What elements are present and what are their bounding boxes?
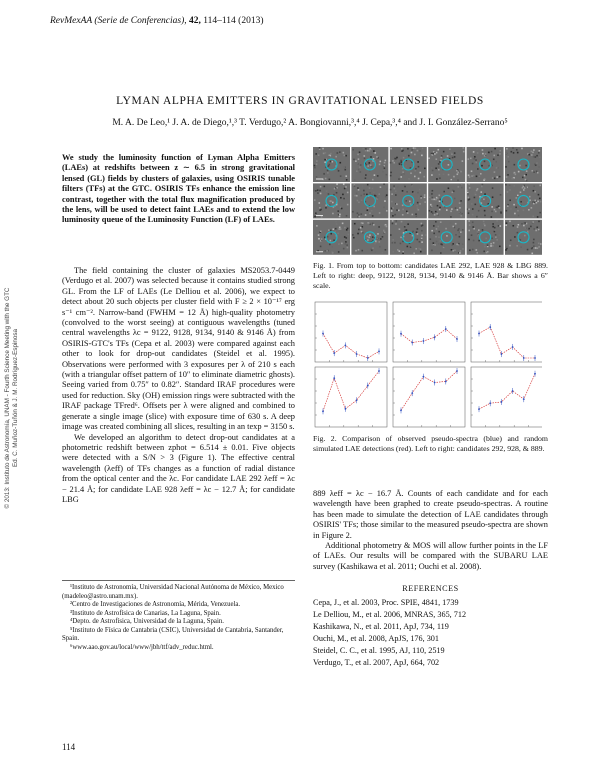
pseudo-spectrum-plot <box>315 367 387 427</box>
image-cutout <box>428 220 465 255</box>
observed-point <box>333 352 335 354</box>
observed-point <box>512 390 514 392</box>
image-cutout <box>428 147 465 182</box>
journal-header <box>50 16 264 26</box>
paragraph: Additional photometry & MOS will allow further points in the LF of LAEs. Our results will be compared with the SUBARU LAE survey (Kashikawa et al. 2011; Ouchi et al. 2008). <box>313 541 548 571</box>
paragraph: 889 λeff = λc − 16.7 Å. Counts of each candidate and for each wavelength have been graphed to create pseudo-spectras. A routine has been made to simulate the detection of LAE candidates through OSIRIS' TFs; those similar to the measured pseudo-spectra are shown in Figure 2. <box>313 489 548 540</box>
footnote: ⁴Depto. de Astrofísica, Universidad de la Laguna, Spain. <box>70 618 224 625</box>
page-number: 114 <box>62 742 76 752</box>
paragraph: We developed an algorithm to detect drop-out candidates at a photometric redshift between zphot = 6.514 ± 0.01. Five objects were detected with a S/N > 3 (Figure 1). The effective central wavelength (λeff) of TFs changes as a function of radial distance from the optical center and the λc. For candidate LAE 292 λeff = λc − 21.4 Å; for candidate LAE 928 λeff = λc − 12.7 Å; for candidate LBG <box>62 432 295 504</box>
references-list <box>313 597 553 670</box>
image-cutout <box>390 220 427 255</box>
pseudo-spectrum-plot <box>315 302 387 362</box>
observed-point <box>445 328 447 330</box>
image-cutout <box>467 183 504 218</box>
observed-point <box>434 336 436 338</box>
image-cutout <box>313 220 350 255</box>
author-list: M. A. De Leo,¹ J. A. de Diego,¹,³ T. Verdugo,² A. Bongiovanni,³,⁴ J. Cepa,³,⁴ and J. I. González-Serrano⁵ <box>112 118 508 128</box>
body-right-column <box>313 489 548 572</box>
footnote: ⁵Instituto de Física de Cantabria (CSIC), Universidad de Cantabria, Santander, Spain. <box>62 626 284 642</box>
observed-point <box>501 353 503 355</box>
footnote: ¹Instituto de Astronomía, Universidad Nacional Autónoma de México, Mexico (madeleo@astro.unam.mx). <box>62 584 284 600</box>
observed-point <box>423 340 425 342</box>
image-cutout <box>351 220 388 255</box>
image-cutout <box>313 183 350 218</box>
figure-2-caption: Fig. 2. Comparison of observed pseudo-spectra (blue) and random simulated LAE detections (red). Left to right: candidates 292, 928, & 889. <box>313 434 548 453</box>
observed-point <box>356 353 358 355</box>
observed-point <box>378 370 380 372</box>
observed-point <box>356 399 358 401</box>
observed-point <box>456 370 458 372</box>
copyright-side-text <box>4 238 20 558</box>
reference-item: Le Delliou, M., et al. 2006, MNRAS, 365, 712 <box>313 610 467 620</box>
reference-item: Steidel, C. C., et al. 1995, AJ, 110, 2519 <box>313 646 445 656</box>
image-cutout <box>351 147 388 182</box>
pseudo-spectrum-plot <box>393 367 465 427</box>
image-cutout <box>467 220 504 255</box>
observed-point <box>434 382 436 384</box>
image-cutout <box>467 147 504 182</box>
reference-item: Ouchi, M., et al. 2008, ApJS, 176, 301 <box>313 634 439 644</box>
observed-point <box>478 408 480 410</box>
footnote: ⁶www.aao.gov.au/local/www/jbh/ttf/adv_reduc.html. <box>70 643 214 651</box>
observed-point <box>478 333 480 335</box>
plot-frame <box>393 302 465 362</box>
journal-name: RevMexAA (Serie de Conferencias), <box>50 16 187 26</box>
observed-point <box>322 333 324 335</box>
figure-1-caption: Fig. 1. From top to bottom: candidates LAE 292, LAE 928 & LBG 889. Left to right: deep, 9122, 9128, 9134, 9140 & 9146 Å. Bar shows a 6″ scale. <box>313 261 548 290</box>
observed-point <box>322 410 324 412</box>
observed-point <box>400 333 402 335</box>
footnotes <box>62 580 295 652</box>
image-cutout <box>505 183 542 218</box>
observed-point <box>411 392 413 394</box>
reference-item: Cepa, J., et al. 2003, Proc. SPIE, 4841, 1739 <box>313 598 459 607</box>
paper-title: LYMAN ALPHA EMITTERS IN GRAVITATIONAL LENSED FIELDS <box>116 95 484 107</box>
observed-point <box>411 342 413 344</box>
footnote: ³Instituto de Astrofísica de Canarias, La Laguna, Spain. <box>70 609 221 617</box>
observed-point <box>345 408 347 410</box>
image-cutout <box>505 220 542 255</box>
references-heading: REFERENCES <box>402 584 459 593</box>
observed-point <box>534 357 536 359</box>
plot-frame <box>315 302 387 362</box>
pseudo-spectrum-plot <box>471 367 542 427</box>
observed-point <box>367 357 369 359</box>
abstract: We study the luminosity function of Lyman Alpha Emitters (LAEs) at redshifts between z ∼ 6.5 in strong gravitational lensed (GL) fields by clusters of galaxies, using OSIRIS tunable filters (TFs) at the GTC. OSIRIS TFs enhance the emission line contrast, together with the total flux magnification produced by the lens, will be used to detect faint LAEs and to extend the low luminosity queue of the Luminosity Function (LF) of LAEs. <box>62 153 295 225</box>
figure-2-plots <box>313 301 542 428</box>
observed-point <box>400 409 402 411</box>
image-cutout <box>390 183 427 218</box>
reference-item: Verdugo, T., et al. 2007, ApJ, 664, 702 <box>313 658 440 668</box>
image-cutout <box>351 183 388 218</box>
image-cutout <box>428 183 465 218</box>
observed-point <box>333 377 335 379</box>
observed-point <box>489 326 491 328</box>
image-cutout <box>313 147 350 182</box>
plot-frame <box>393 367 465 427</box>
observed-point <box>445 381 447 383</box>
observed-point <box>367 385 369 387</box>
reference-item: Kashikawa, N., et al. 2011, ApJ, 734, 119 <box>313 622 449 632</box>
journal-pages: 114–114 (2013) <box>203 16 264 26</box>
observed-point <box>523 398 525 400</box>
image-cutout <box>390 147 427 182</box>
observed-point <box>423 376 425 378</box>
observed-point <box>523 357 525 359</box>
observed-point <box>456 338 458 340</box>
observed-point <box>345 345 347 347</box>
observed-point <box>378 350 380 352</box>
paragraph: The field containing the cluster of galaxies MS2053.7-0449 (Verdugo et al. 2007) was selected because it contains studied strong GL. From the LF of LAEs (Le Delliou et al. 2006), we expect to detect about 20 such objects per cluster field with F ≥ 2 × 10⁻¹⁷ erg s⁻¹ cm⁻². Narrow-band (FWHM = 12 Å) high-quality photometry (convolved to the worst seeing) at contiguous wavelengths (tuned central wavelengths λc = 9122, 9128, 9134, 9140 & 9146 Å) from OSIRIS-GTC's TFs (Cepa et al. 2003) were compared against each other to look for drop-out candidates (Steidel et al. 1995). Observations were performed with 3 exposures per λ of 210 s each (with a triangular offset pattern of 10″ to eliminate diametric ghosts). Seeing varied from 0.75″ to 0.82″. Standard IRAF procedures were used for reduction. Sky (OH) emission rings were subtracted with the IRAF package TFred⁶. Offsets per λ were aligned and combined to generate a single image (slice) with exposure time of 630 s. A deep image was created combining all slices, resulting in an texp = 3150 s. <box>62 266 295 432</box>
observed-point <box>512 346 514 348</box>
observed-point <box>501 401 503 403</box>
figure-1-image-grid <box>313 147 542 256</box>
editors-line: Ed. C. Muñoz-Tuñón & J. M. Rodríguez-Espinosa <box>12 329 19 468</box>
image-cutout <box>505 147 542 182</box>
observed-point <box>489 402 491 404</box>
journal-volume: 42, <box>189 16 201 26</box>
body-left-column <box>62 266 295 505</box>
copyright-line: © 2013: Instituto de Astronomía, UNAM - Fourth Science Meeting with the GTC <box>4 287 11 509</box>
plot-frame <box>315 367 387 427</box>
observed-point <box>534 373 536 375</box>
pseudo-spectrum-plot <box>471 302 542 362</box>
pseudo-spectrum-plot <box>393 302 465 362</box>
footnote: ²Centro de Investigaciones de Astronomía, Mérida, Venezuela. <box>70 601 241 608</box>
